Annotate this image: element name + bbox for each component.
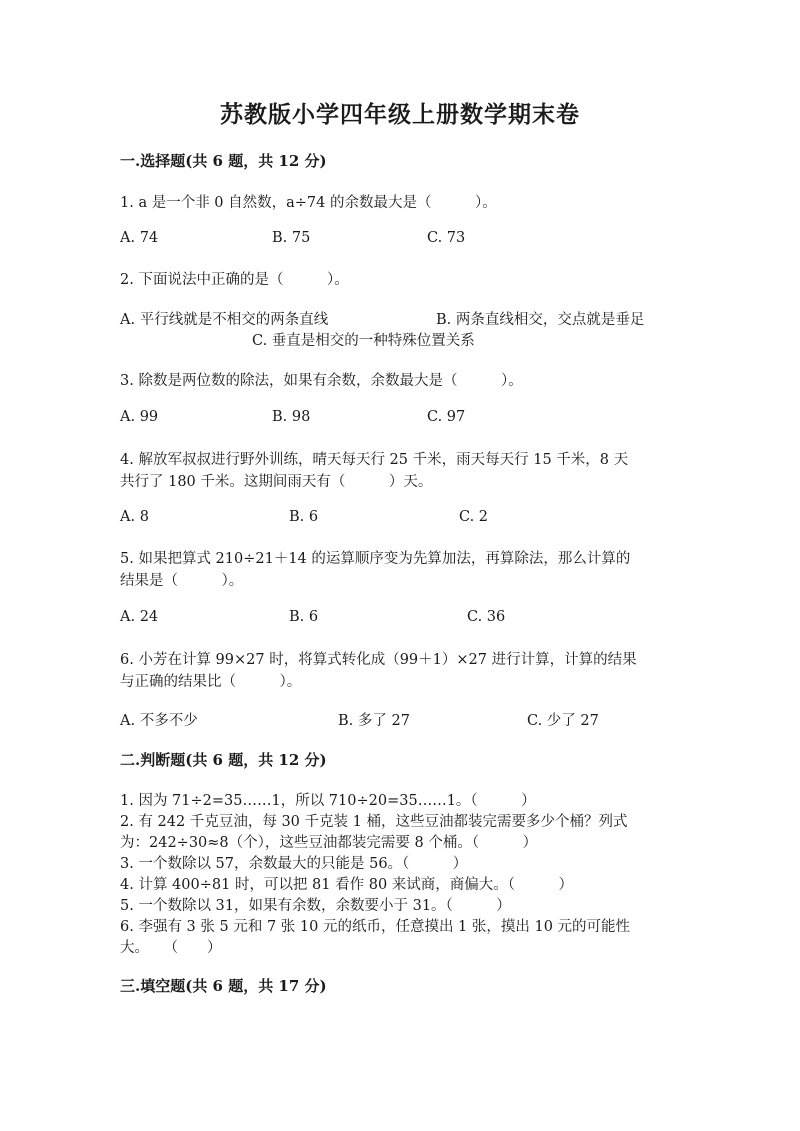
option-b: B. 6 bbox=[289, 509, 319, 525]
option-b: B. 两条直线相交，交点就是垂足 bbox=[436, 312, 645, 328]
option-b: B. 6 bbox=[289, 609, 319, 625]
section-heading-fill-blank: 三.填空题(共 6 题，共 17 分) bbox=[120, 977, 327, 995]
question-text: 6. 小芳在计算 99×27 时，将算式转化成（99＋1）×27 进行计算，计算的结果 bbox=[120, 652, 637, 668]
question-text: 4. 解放军叔叔进行野外训练，晴天每天行 25 千米，雨天每天行 15 千米，8 天 bbox=[120, 452, 629, 468]
question-text: 3. 除数是两位数的除法，如果有余数，余数最大是（ ）。 bbox=[120, 373, 523, 389]
option-a: A. 不多不少 bbox=[120, 713, 198, 729]
question-text: 2. 下面说法中正确的是（ ）。 bbox=[120, 272, 349, 288]
judgement-line: 3. 一个数除以 57，余数最大的只能是 56。（ ） bbox=[120, 856, 468, 872]
option-c: C. 垂直是相交的一种特殊位置关系 bbox=[252, 333, 475, 349]
option-c: C. 36 bbox=[467, 609, 506, 625]
option-c: C. 2 bbox=[459, 509, 489, 525]
question-text: 与正确的结果比（ ）。 bbox=[120, 674, 302, 690]
question-text: 结果是（ ）。 bbox=[120, 573, 244, 589]
question-text: 5. 如果把算式 210÷21＋14 的运算顺序变为先算加法，再算除法，那么计算的 bbox=[120, 551, 631, 567]
judgement-line: 1. 因为 71÷2=35……1，所以 710÷20=35……1。（ ） bbox=[120, 793, 536, 809]
option-a: A. 74 bbox=[120, 230, 159, 246]
judgement-line: 为：242÷30≈8（个），这些豆油都装完需要 8 个桶。（ ） bbox=[120, 835, 538, 851]
option-a: A. 8 bbox=[120, 509, 149, 525]
page-title: 苏教版小学四年级上册数学期末卷 bbox=[220, 101, 580, 128]
judgement-line: 6. 李强有 3 张 5 元和 7 张 10 元的纸币，任意摸出 1 张，摸出 10 元的可能性 bbox=[120, 919, 631, 935]
option-b: B. 98 bbox=[272, 409, 311, 425]
option-a: A. 24 bbox=[120, 609, 159, 625]
option-a: A. 平行线就是不相交的两条直线 bbox=[120, 312, 329, 328]
judgement-line: 大。 （ ） bbox=[120, 940, 222, 956]
question-text: 1. a 是一个非 0 自然数，a÷74 的余数最大是（ ）。 bbox=[120, 195, 497, 211]
option-c: C. 73 bbox=[427, 230, 466, 246]
section-heading-choice: 一.选择题(共 6 题，共 12 分) bbox=[120, 152, 327, 170]
judgement-line: 4. 计算 400÷81 时，可以把 81 看作 80 来试商，商偏大。（ ） bbox=[120, 877, 574, 893]
section-heading-judgement: 二.判断题(共 6 题，共 12 分) bbox=[120, 751, 327, 769]
option-b: B. 多了 27 bbox=[338, 713, 410, 729]
option-c: C. 少了 27 bbox=[527, 713, 599, 729]
option-c: C. 97 bbox=[427, 409, 466, 425]
option-a: A. 99 bbox=[120, 409, 159, 425]
judgement-line: 5. 一个数除以 31，如果有余数，余数要小于 31。（ ） bbox=[120, 898, 511, 914]
judgement-line: 2. 有 242 千克豆油，每 30 千克装 1 桶，这些豆油都装完需要多少个桶？列式 bbox=[120, 814, 628, 830]
question-text: 共行了 180 千米。这期间雨天有（ ）天。 bbox=[120, 474, 433, 490]
option-b: B. 75 bbox=[272, 230, 311, 246]
